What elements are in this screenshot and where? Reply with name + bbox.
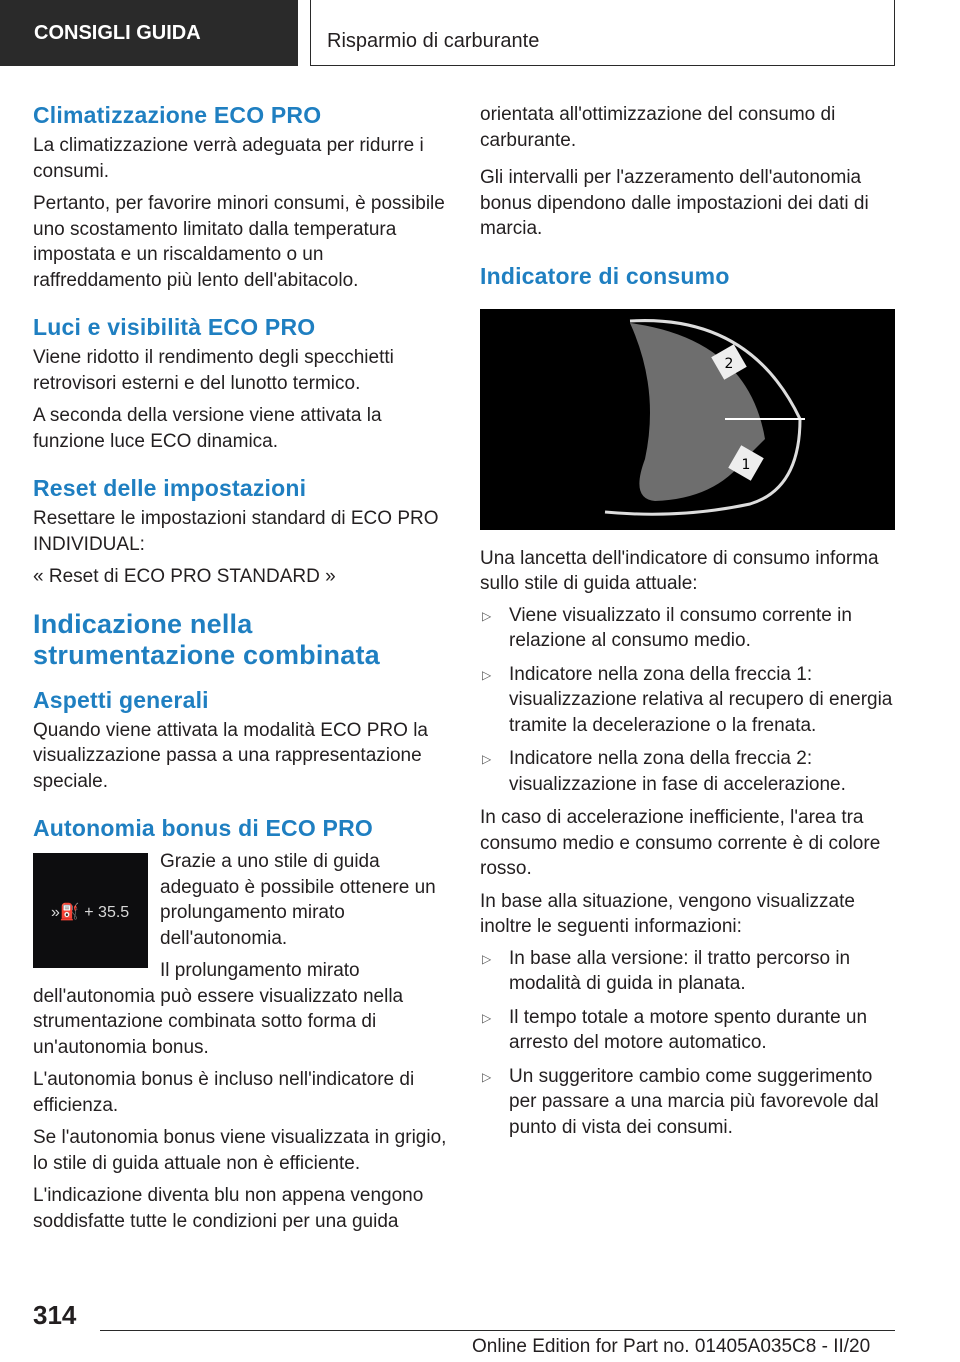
paragraph: Una lancetta dell'indicatore di consumo informa sullo stile di guida attuale: xyxy=(480,547,879,594)
list-item: ▷ In base alla versione: il tratto percorso in modalità di guida in planata. xyxy=(482,947,851,994)
list-item: ▷ Indicatore nella zona della freccia 2: visualizzazione in fase di accelerazione. xyxy=(482,748,846,795)
edition-note: Online Edition for Part no. 01405A035C8 - II/20 xyxy=(472,1336,871,1357)
right-column xyxy=(480,102,896,1148)
triangle-bullet-icon: ▷ xyxy=(482,667,492,682)
footer-divider xyxy=(100,1330,895,1331)
paragraph: Pertanto, per favorire minori consumi, è possibile uno scostamento limitato dalla temperatura impostata e un riscaldamento o un raffreddamento più lento dell'abitacolo. xyxy=(33,193,445,291)
consumption-gauge-image xyxy=(480,309,895,530)
topic-tab: Risparmio di carburante xyxy=(310,0,895,66)
paragraph: L'autonomia bonus è incluso nell'indicatore di efficienza. xyxy=(33,1069,415,1116)
paragraph: orientata all'ottimizzazione del consumo di carburante. xyxy=(480,104,836,151)
list-item: ▷ Un suggeritore cambio come suggerimento per passare a una marcia più favorevole dal punto di vista dei consumi. xyxy=(482,1065,879,1138)
paragraph: In base alla situazione, vengono visualizzate inoltre le seguenti informazioni: xyxy=(480,890,855,937)
heading-indicazione: Indicazione nella strumentazione combinata xyxy=(33,608,380,670)
triangle-bullet-icon: ▷ xyxy=(482,752,492,766)
paragraph: A seconda della versione viene attivata la funzione luce ECO dinamica. xyxy=(33,405,382,452)
heading-autonomia: Autonomia bonus di ECO PRO xyxy=(33,815,373,841)
svg-text:2: 2 xyxy=(724,355,734,372)
triangle-bullet-icon: ▷ xyxy=(482,1069,492,1084)
triangle-bullet-icon: ▷ xyxy=(482,608,492,623)
bonus-range-display xyxy=(33,853,148,968)
list-item: ▷ Il tempo totale a motore spento durante un arresto del motore automatico. xyxy=(482,1006,868,1053)
heading-aspetti: Aspetti generali xyxy=(33,686,209,713)
paragraph: Viene ridotto il rendimento degli specchietti retrovisori esterni e del lunotto termico. xyxy=(33,347,394,394)
page-header xyxy=(0,0,960,66)
paragraph: Se l'autonomia bonus viene visualizzata in grigio, lo stile di guida attuale non è efficiente. xyxy=(33,1127,447,1174)
heading-reset: Reset delle impostazioni xyxy=(33,475,307,501)
paragraph: L'indicazione diventa blu non appena vengono soddisfatte tutte le condizioni per una guida xyxy=(33,1185,424,1232)
triangle-bullet-icon: ▷ xyxy=(482,1010,492,1025)
paragraph: Resettare le impostazioni standard di ECO PRO INDIVIDUAL: xyxy=(33,508,439,555)
left-column xyxy=(33,100,448,1234)
triangle-bullet-icon: ▷ xyxy=(482,951,492,966)
bonus-range-value: »⛽ + 35.5 xyxy=(51,904,130,921)
paragraph: In caso di accelerazione inefficiente, l'area tra consumo medio e consumo corrente è di colore rosso. xyxy=(480,807,881,879)
paragraph: Quando viene attivata la modalità ECO PRO la visualizzazione passa a una rappresentazione speciale. xyxy=(33,719,428,792)
paragraph: Grazie a uno stile di guida adeguato è possibile ottenere un prolungamento mirato dell'autonomia. xyxy=(160,851,436,949)
paragraph: Gli intervalli per l'azzeramento dell'autonomia bonus dipendono dalle impostazioni dei dati di marcia. xyxy=(480,167,869,239)
svg-text:1: 1 xyxy=(741,456,751,473)
list-item: ▷ Viene visualizzato il consumo corrente in relazione al consumo medio. xyxy=(482,604,852,651)
paragraph: « Reset di ECO PRO STANDARD » xyxy=(33,566,336,587)
bullet-list xyxy=(480,603,896,798)
paragraph: Il prolungamento mirato dell'autonomia può essere visualizzato nella strumentazione combinata sotto forma di un'autonomia bonus. xyxy=(33,960,404,1058)
paragraph: La climatizzazione verrà adeguata per ridurre i consumi. xyxy=(33,135,424,182)
list-item: ▷ Indicatore nella zona della freccia 1: visualizzazione relativa al recupero di energia tramite la decelerazione o la frenata. xyxy=(482,663,893,736)
heading-climatizzazione: Climatizzazione ECO PRO xyxy=(33,102,322,128)
section-tab: CONSIGLI GUIDA xyxy=(0,0,298,66)
page-number: 314 xyxy=(33,1300,77,1330)
heading-luci: Luci e visibilità ECO PRO xyxy=(33,314,316,340)
bullet-list xyxy=(480,946,896,1141)
heading-indicatore: Indicatore di consumo xyxy=(480,262,730,289)
